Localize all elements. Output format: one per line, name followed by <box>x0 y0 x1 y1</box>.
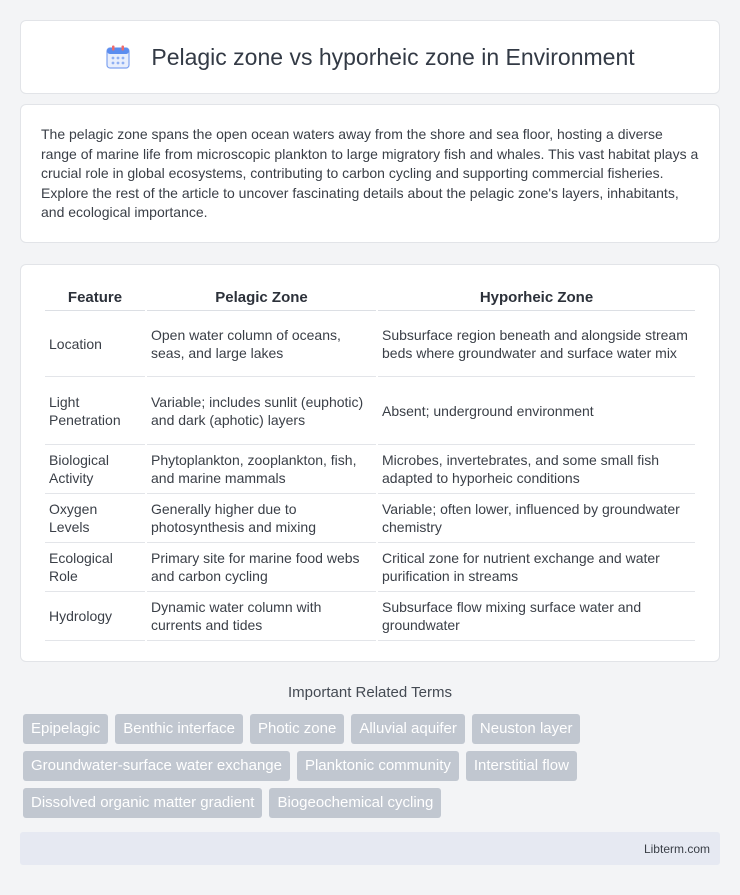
related-terms-list <box>20 714 720 825</box>
table-row <box>45 592 695 641</box>
term-tag[interactable]: Groundwater-surface water exchange <box>23 751 290 781</box>
feature-cell: Location <box>45 311 145 377</box>
table-row <box>45 543 695 592</box>
intro-card <box>20 104 720 243</box>
comparison-table-card <box>20 264 720 662</box>
term-tag[interactable]: Interstitial flow <box>466 751 577 781</box>
pelagic-cell: Primary site for marine food webs and carbon cycling <box>147 543 376 592</box>
hyporheic-cell: Subsurface region beneath and alongside stream beds where groundwater and surface water mix <box>378 311 695 377</box>
term-tag[interactable]: Planktonic community <box>297 751 459 781</box>
hyporheic-cell: Subsurface flow mixing surface water and groundwater <box>378 592 695 641</box>
pelagic-cell: Generally higher due to photosynthesis and mixing <box>147 494 376 543</box>
term-tag[interactable]: Alluvial aquifer <box>351 714 465 744</box>
hyporheic-cell: Critical zone for nutrient exchange and water purification in streams <box>378 543 695 592</box>
calendar-icon <box>105 44 131 70</box>
feature-cell: Hydrology <box>45 592 145 641</box>
term-tag[interactable]: Biogeochemical cycling <box>269 788 441 818</box>
feature-cell: Light Penetration <box>45 377 145 445</box>
term-tag[interactable]: Epipelagic <box>23 714 108 744</box>
header-pelagic: Pelagic Zone <box>147 285 376 311</box>
page-title: Pelagic zone vs hyporheic zone in Environment <box>151 43 635 70</box>
table-header-row <box>45 285 695 311</box>
pelagic-cell: Open water column of oceans, seas, and large lakes <box>147 311 376 377</box>
pelagic-cell: Variable; includes sunlit (euphotic) and dark (aphotic) layers <box>147 377 376 445</box>
header-feature: Feature <box>45 285 145 311</box>
term-tag[interactable]: Photic zone <box>250 714 344 744</box>
related-terms-title: Important Related Terms <box>288 684 452 701</box>
header-hyporheic: Hyporheic Zone <box>378 285 695 311</box>
comparison-table <box>43 285 697 641</box>
pelagic-cell: Phytoplankton, zooplankton, fish, and marine mammals <box>147 445 376 494</box>
hyporheic-cell: Absent; underground environment <box>378 377 695 445</box>
title-card <box>20 20 720 94</box>
table-row <box>45 494 695 543</box>
footer-site-link[interactable]: Libterm.com <box>643 841 710 856</box>
table-row <box>45 311 695 377</box>
table-row <box>45 377 695 445</box>
term-tag[interactable]: Benthic interface <box>115 714 243 744</box>
feature-cell: Ecological Role <box>45 543 145 592</box>
term-tag[interactable]: Dissolved organic matter gradient <box>23 788 262 818</box>
pelagic-cell: Dynamic water column with currents and tides <box>147 592 376 641</box>
feature-cell: Biological Activity <box>45 445 145 494</box>
hyporheic-cell: Microbes, invertebrates, and some small fish adapted to hyporheic conditions <box>378 445 695 494</box>
table-row <box>45 445 695 494</box>
hyporheic-cell: Variable; often lower, influenced by groundwater chemistry <box>378 494 695 543</box>
footer <box>20 832 720 865</box>
feature-cell: Oxygen Levels <box>45 494 145 543</box>
intro-text: The pelagic zone spans the open ocean waters away from the shore and sea floor, hosting a diverse range of marine life from microscopic plankton to large migratory fish and whales. This vast habitat plays a crucial role in global ecosystems, contributing to carbon cycling and supporting commercial fisheries. Explore the rest of the article to uncover fascinating details about the pelagic zone's layers, inhabitants, and ecological importance. <box>41 126 699 221</box>
term-tag[interactable]: Neuston layer <box>472 714 581 744</box>
